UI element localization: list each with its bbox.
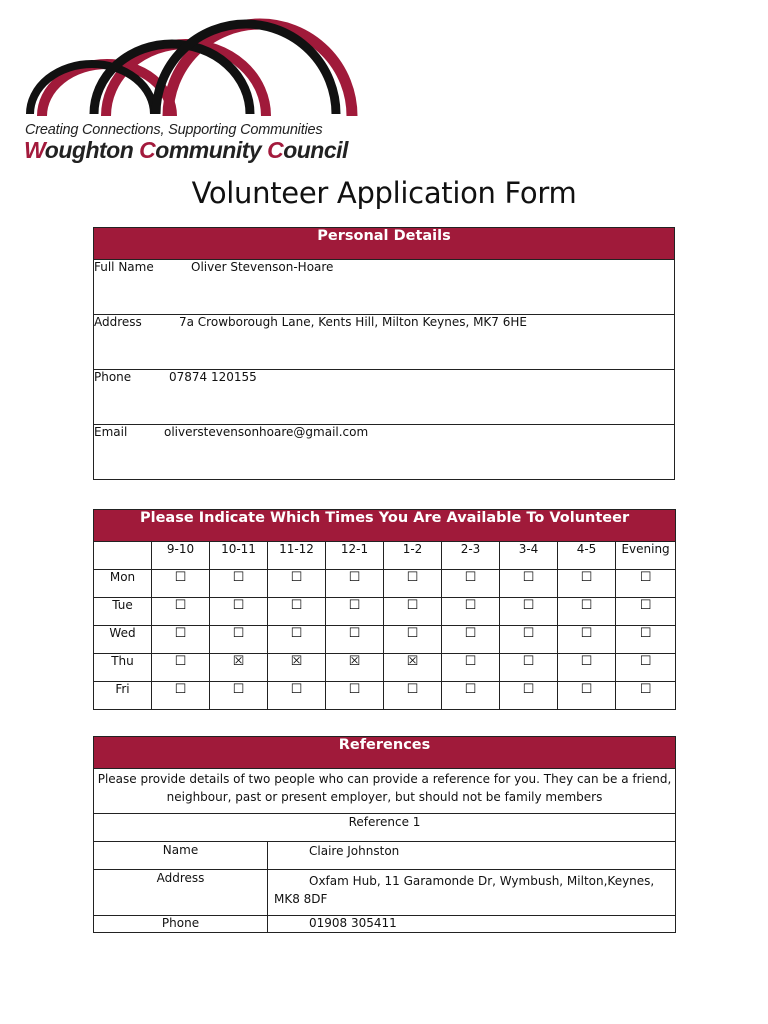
unchecked-checkbox[interactable]: ☐ [558,570,616,598]
references-table [93,736,676,933]
unchecked-checkbox[interactable]: ☐ [268,598,326,626]
unchecked-checkbox[interactable]: ☐ [210,570,268,598]
time-slot-header: 4-5 [558,542,616,570]
org-name: Woughton Community Council [24,137,348,163]
references-intro [94,769,676,814]
unchecked-checkbox[interactable]: ☐ [558,626,616,654]
unchecked-checkbox[interactable]: ☐ [558,598,616,626]
org-tagline: Creating Connections, Supporting Communities [25,122,323,138]
unchecked-checkbox[interactable]: ☐ [442,654,500,682]
personal-details-heading: Personal Details [94,228,675,260]
reference-1-name-label: Name [94,842,268,870]
address-label: Address [94,315,142,329]
full-name-row[interactable] [94,260,675,315]
unchecked-checkbox[interactable]: ☐ [152,626,210,654]
form-title: Volunteer Application Form [191,176,577,210]
unchecked-checkbox[interactable]: ☐ [558,654,616,682]
unchecked-checkbox[interactable]: ☐ [210,598,268,626]
unchecked-checkbox[interactable]: ☐ [384,598,442,626]
unchecked-checkbox[interactable]: ☐ [326,682,384,710]
references-intro-line-2: neighbour, past or present employer, but should not be family members [166,790,603,804]
phone-row[interactable] [94,370,675,425]
email-row[interactable] [94,425,675,480]
day-label: Wed [94,626,152,654]
reference-1-name-value[interactable]: Claire Johnston [268,842,676,870]
time-slot-header: 3-4 [500,542,558,570]
unchecked-checkbox[interactable]: ☐ [616,598,676,626]
day-label: Fri [94,682,152,710]
unchecked-checkbox[interactable]: ☐ [326,570,384,598]
availability-row [94,654,676,682]
unchecked-checkbox[interactable]: ☐ [326,626,384,654]
checked-checkbox[interactable]: ☒ [326,654,384,682]
unchecked-checkbox[interactable]: ☐ [616,570,676,598]
phone-value: 07874 120155 [169,370,257,384]
reference-1-title: Reference 1 [94,814,676,842]
availability-row [94,682,676,710]
reference-1-address-line-1: Oxfam Hub, 11 Garamonde Dr, Wymbush, Milton,Keynes, [309,874,655,888]
day-label: Thu [94,654,152,682]
logo-arcs-graphic [22,16,362,126]
unchecked-checkbox[interactable]: ☐ [384,570,442,598]
time-slot-header: 2-3 [442,542,500,570]
corner-cell [94,542,152,570]
time-slot-header: 9-10 [152,542,210,570]
day-label: Tue [94,598,152,626]
reference-1-address-line-2: MK8 8DF [274,892,328,906]
unchecked-checkbox[interactable]: ☐ [442,570,500,598]
unchecked-checkbox[interactable]: ☐ [152,682,210,710]
email-value: oliverstevensonhoare@gmail.com [164,425,369,439]
unchecked-checkbox[interactable]: ☐ [442,626,500,654]
full-name-label: Full Name [94,260,154,274]
unchecked-checkbox[interactable]: ☐ [326,598,384,626]
address-value: 7a Crowborough Lane, Kents Hill, Milton Keynes, MK7 6HE [179,315,527,329]
references-intro-line-1: Please provide details of two people who can provide a reference for you. They can be a friend, [97,772,672,786]
unchecked-checkbox[interactable]: ☐ [616,626,676,654]
phone-label: Phone [94,370,132,384]
unchecked-checkbox[interactable]: ☐ [210,682,268,710]
day-label: Mon [94,570,152,598]
reference-1-address-value[interactable] [268,870,676,916]
unchecked-checkbox[interactable]: ☐ [152,598,210,626]
time-slot-header: 12-1 [326,542,384,570]
unchecked-checkbox[interactable]: ☐ [268,682,326,710]
checked-checkbox[interactable]: ☒ [384,654,442,682]
reference-1-phone-label: Phone [94,916,268,933]
availability-row [94,598,676,626]
unchecked-checkbox[interactable]: ☐ [384,626,442,654]
unchecked-checkbox[interactable]: ☐ [268,626,326,654]
unchecked-checkbox[interactable]: ☐ [442,682,500,710]
unchecked-checkbox[interactable]: ☐ [442,598,500,626]
time-slot-header: Evening [616,542,676,570]
unchecked-checkbox[interactable]: ☐ [500,682,558,710]
time-slot-header: 1-2 [384,542,442,570]
unchecked-checkbox[interactable]: ☐ [500,598,558,626]
unchecked-checkbox[interactable]: ☐ [210,626,268,654]
unchecked-checkbox[interactable]: ☐ [616,654,676,682]
availability-row [94,626,676,654]
time-slot-header: 10-11 [210,542,268,570]
unchecked-checkbox[interactable]: ☐ [558,682,616,710]
reference-1-phone-value[interactable]: 01908 305411 [268,916,676,933]
address-row[interactable] [94,315,675,370]
personal-details-table [93,227,675,480]
checked-checkbox[interactable]: ☒ [268,654,326,682]
availability-row [94,570,676,598]
time-slot-header-row [94,542,676,570]
full-name-value: Oliver Stevenson-Hoare [191,260,334,274]
references-heading: References [94,737,676,769]
unchecked-checkbox[interactable]: ☐ [616,682,676,710]
reference-1-address-label: Address [94,870,268,916]
email-label: Email [94,425,128,439]
time-slot-header: 11-12 [268,542,326,570]
unchecked-checkbox[interactable]: ☐ [384,682,442,710]
unchecked-checkbox[interactable]: ☐ [268,570,326,598]
unchecked-checkbox[interactable]: ☐ [500,654,558,682]
availability-table [93,509,676,710]
unchecked-checkbox[interactable]: ☐ [152,570,210,598]
checked-checkbox[interactable]: ☒ [210,654,268,682]
unchecked-checkbox[interactable]: ☐ [500,570,558,598]
unchecked-checkbox[interactable]: ☐ [152,654,210,682]
unchecked-checkbox[interactable]: ☐ [500,626,558,654]
availability-heading: Please Indicate Which Times You Are Available To Volunteer [94,510,676,542]
